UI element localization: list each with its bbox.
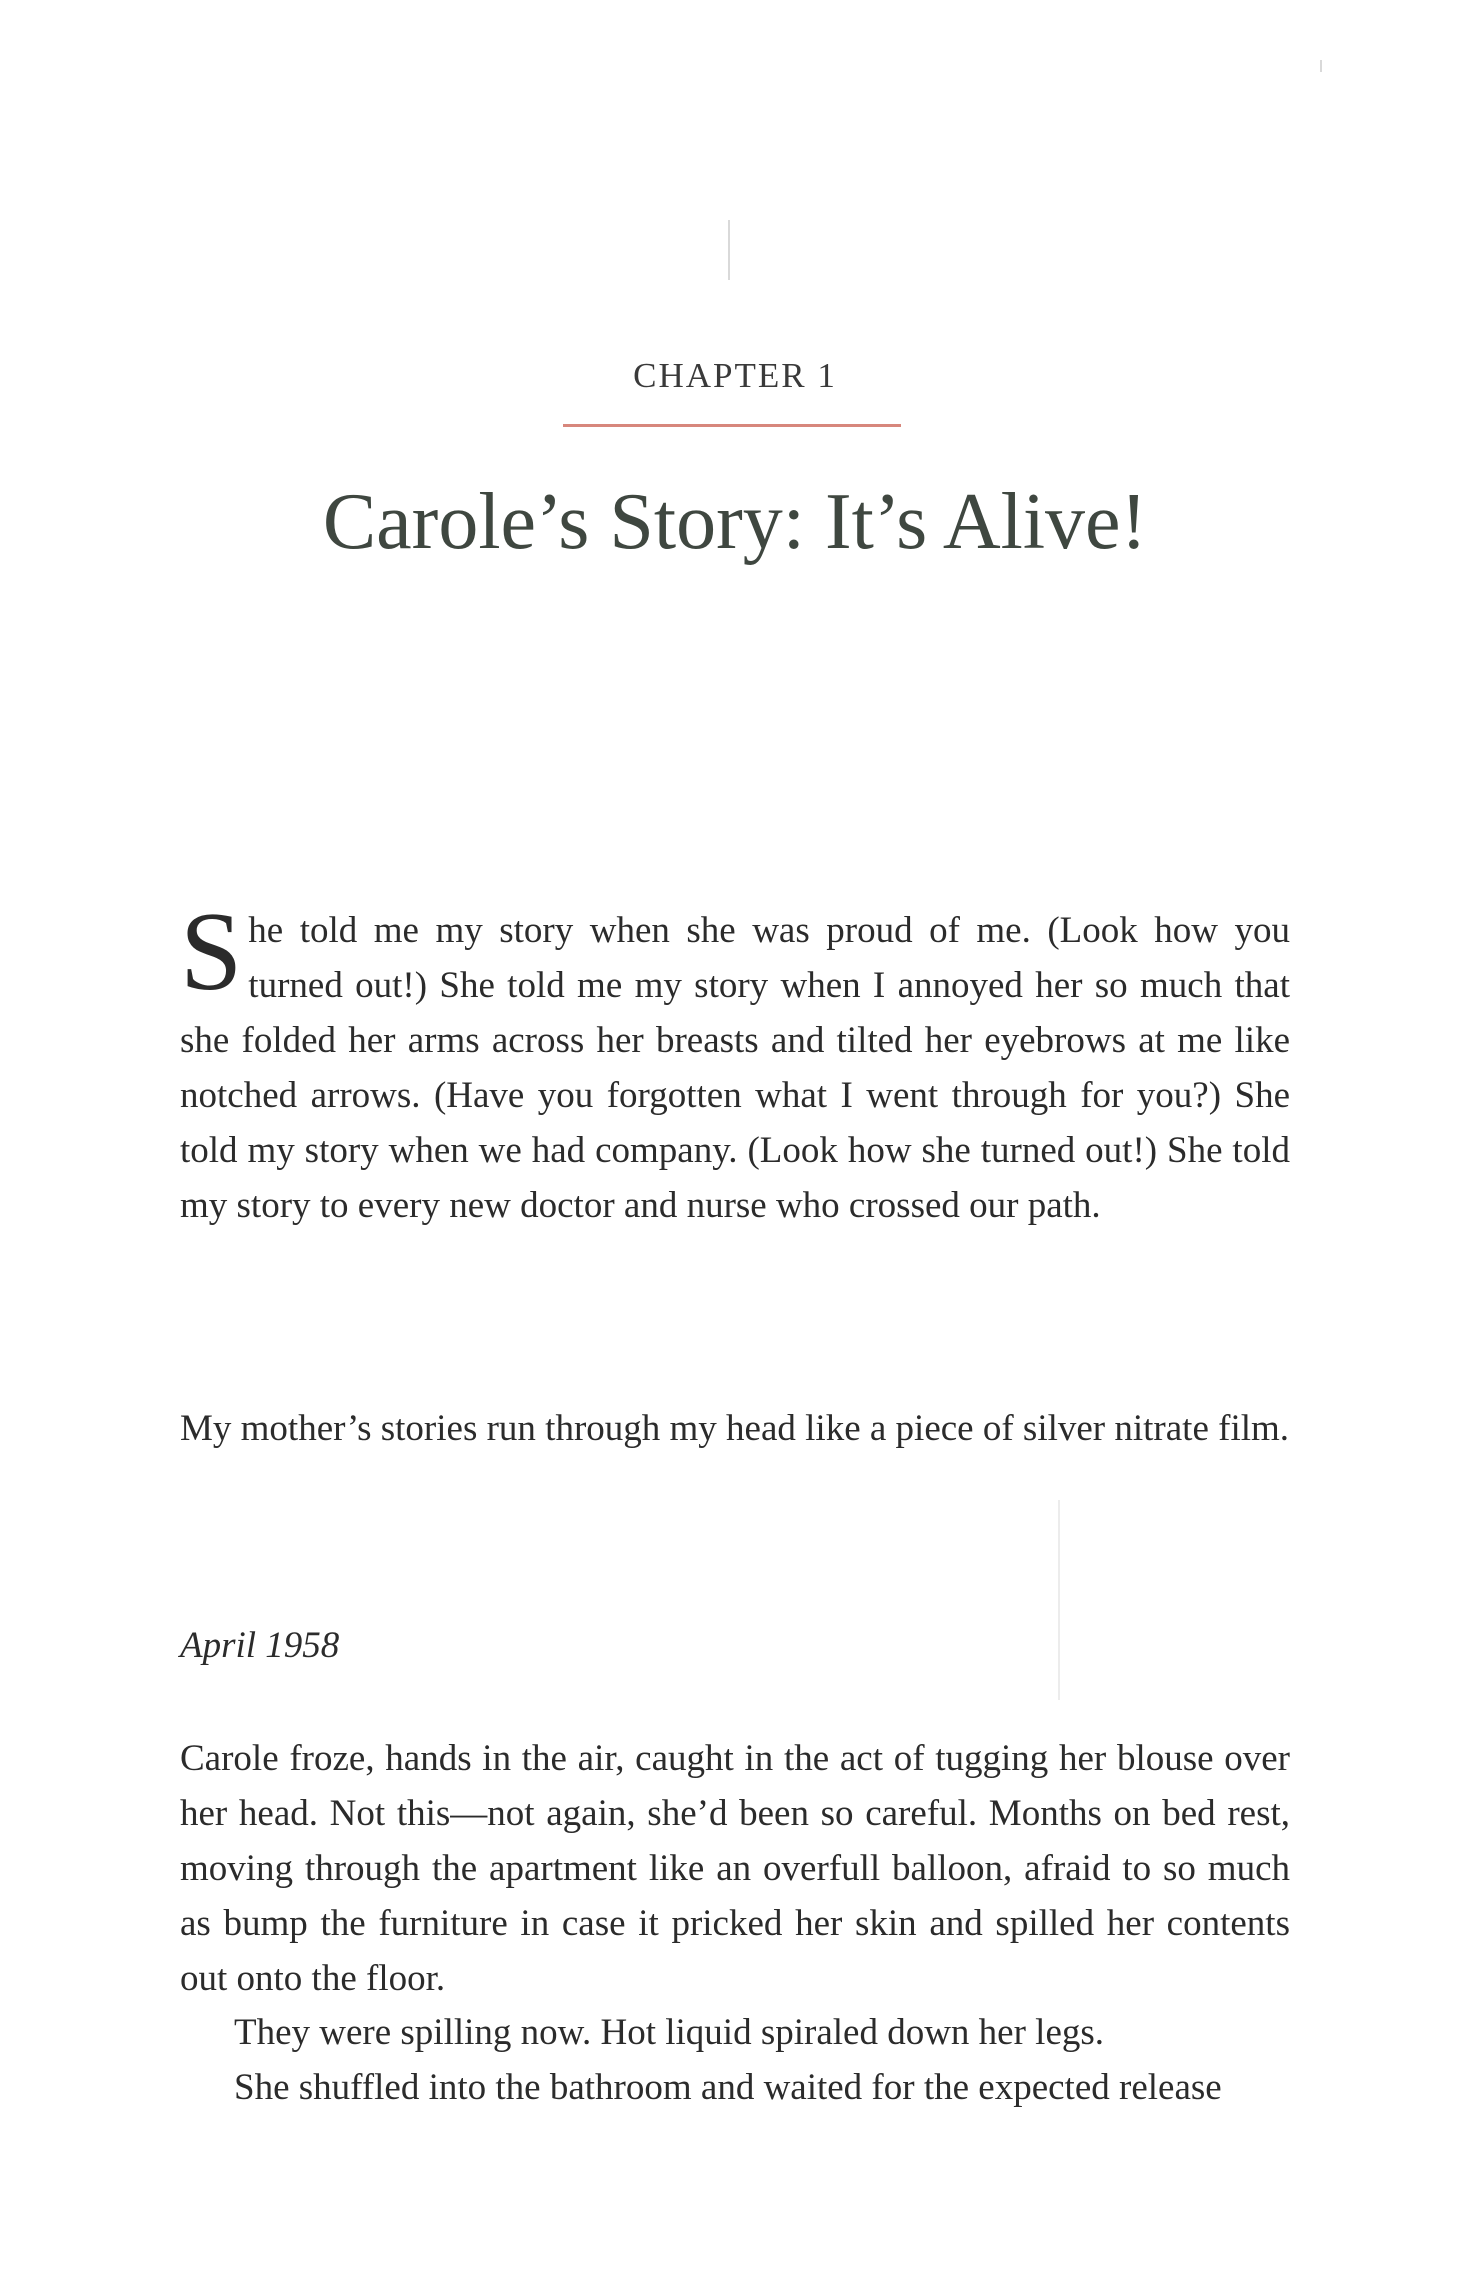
chapter-divider	[563, 424, 901, 427]
paragraph-2: My mother’s stories run through my head like a piece of silver nitrate film.	[180, 1408, 1290, 1449]
paragraph-5: She shuffled into the bathroom and waited for the expected release	[234, 2067, 1222, 2108]
scan-speck	[728, 220, 730, 280]
scan-speck	[1320, 60, 1322, 72]
chapter-title: Carole’s Story: It’s Alive!	[322, 478, 1148, 566]
section-date: April 1958	[180, 1625, 340, 1666]
opening-paragraph-text: he told me my story when she was proud of me. (Look how you turned out!) She told me my story when I annoyed her so much that she folded her arms across her breasts and tilted her eyebrows at me like notched arrows. (Have you forgotten what I went through for you?) She told my story when we had company. (Look how she turned out!) She told my story to every new doctor and nurse who crossed our path.	[180, 910, 1290, 1226]
paragraph-4: They were spilling now. Hot liquid spiraled down her legs.	[234, 2012, 1105, 2053]
chapter-label: CHAPTER 1	[633, 356, 837, 395]
opening-paragraph	[180, 890, 1290, 1233]
drop-cap: S	[180, 890, 243, 1014]
paragraph-3: Carole froze, hands in the air, caught in the act of tugging her blouse over her head. Not this—not again, she’d been so careful. Months on bed rest, moving through the apartment like an overfull balloon, afraid to so much as bump the furniture in case it pricked her skin and spilled her contents out onto the floor.	[180, 1738, 1290, 1999]
